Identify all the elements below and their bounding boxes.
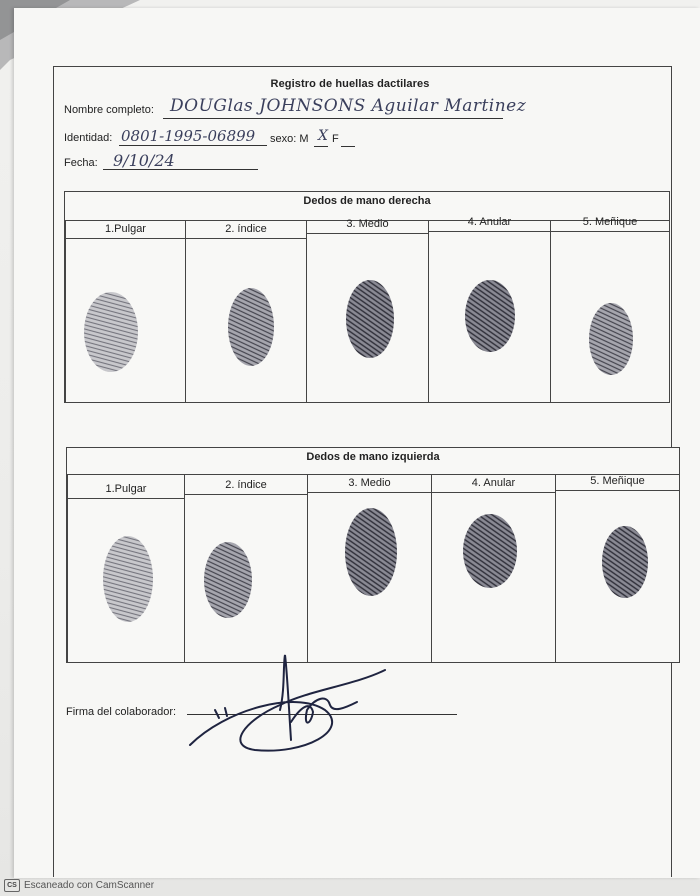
fingerprint-right-index-icon <box>227 286 275 368</box>
left-finger-label-line <box>68 498 184 499</box>
left-finger-cell-little <box>555 474 679 662</box>
left-finger-label-middle: 3. Medio <box>348 477 391 489</box>
date-label: Fecha: <box>64 157 98 169</box>
right-finger-cell-middle <box>306 220 428 402</box>
camscanner-logo-icon: CS <box>4 879 20 892</box>
right-hand-table <box>64 191 670 403</box>
right-finger-label-line <box>551 231 669 232</box>
id-value: 0801-1995-06899 <box>121 127 256 145</box>
right-finger-label-index: 2. índice <box>225 223 267 235</box>
right-finger-cell-thumb <box>65 220 185 402</box>
right-finger-label-line <box>66 238 185 239</box>
right-finger-label-line <box>186 238 306 239</box>
left-finger-cell-index <box>184 474 307 662</box>
right-finger-label-line <box>307 233 428 234</box>
scanner-footer-text: Escaneado con CamScanner <box>24 879 155 891</box>
left-finger-label-little: 5. Meñique <box>590 475 645 487</box>
sex-mark: X <box>318 128 328 144</box>
left-finger-label-line <box>308 492 431 493</box>
fingerprint-left-middle-icon <box>344 506 398 598</box>
left-finger-label-thumb: 1.Pulgar <box>105 483 147 495</box>
date-underline <box>103 169 258 170</box>
handwritten-signature <box>185 650 415 760</box>
right-finger-cell-little <box>550 216 669 402</box>
fingerprint-right-thumb-icon <box>82 290 140 374</box>
sex-f-underline <box>341 146 355 147</box>
left-finger-label-line <box>185 494 307 495</box>
right-finger-label-middle: 3. Medio <box>346 218 389 230</box>
fingerprint-left-ring-icon <box>462 512 518 590</box>
right-finger-cell-ring <box>428 216 550 402</box>
right-finger-label-thumb: 1.Pulgar <box>105 223 146 235</box>
form-title: Registro de huellas dactilares <box>270 78 430 90</box>
left-finger-label-ring: 4. Anular <box>471 477 516 489</box>
name-label: Nombre completo: <box>64 104 154 116</box>
left-hand-title: Dedos de mano izquierda <box>306 451 440 463</box>
signature-label: Firma del colaborador: <box>66 706 177 718</box>
fingerprint-left-index-icon <box>203 540 253 620</box>
left-finger-label-line <box>432 492 555 493</box>
scanner-footer <box>4 878 154 892</box>
left-finger-cell-middle <box>307 474 431 662</box>
right-finger-label-ring: 4. Anular <box>467 216 512 228</box>
sex-f-label: F <box>332 133 339 145</box>
right-finger-label-line <box>429 231 550 232</box>
sex-label: sexo: M <box>270 133 309 145</box>
name-value: DOUGlas JOHNSONS Aguilar Martinez <box>170 96 527 116</box>
fingerprint-left-little-icon <box>601 524 649 600</box>
right-hand-title: Dedos de mano derecha <box>303 195 431 207</box>
left-finger-label-line <box>556 490 679 491</box>
left-finger-label-index: 2. índice <box>225 479 267 491</box>
right-finger-label-little: 5. Meñique <box>582 216 638 228</box>
left-hand-table <box>66 447 680 663</box>
fingerprint-right-ring-icon <box>464 278 516 354</box>
id-underline <box>119 145 267 146</box>
sex-m-underline <box>314 146 328 147</box>
id-label: Identidad: <box>64 132 113 144</box>
name-underline <box>163 118 503 119</box>
date-value: 9/10/24 <box>113 151 175 170</box>
right-finger-cell-index <box>185 220 306 402</box>
left-finger-cell-thumb <box>67 474 184 662</box>
fingerprint-left-thumb-icon <box>102 534 154 624</box>
fingerprint-right-middle-icon <box>345 278 395 360</box>
left-finger-cell-ring <box>431 474 555 662</box>
fingerprint-right-little-icon <box>588 301 634 377</box>
